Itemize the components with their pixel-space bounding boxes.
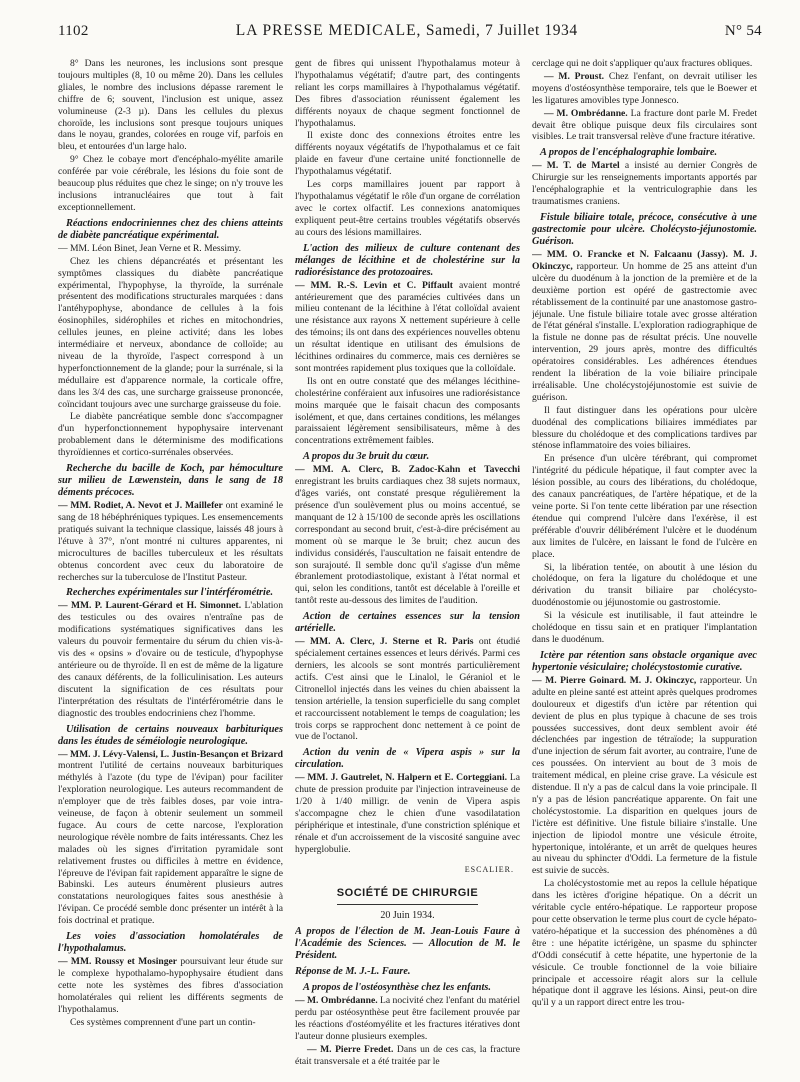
paragraph: ont examiné le sang de 18 hébéphréniques typiques. Les ensemencements pratiqués suivant la technique classique, laissés 48 jours à l'étuve à 37°, n'ont montré ni cultures apparentes, ni microcultures de bacilles tuberculeux et les résultats obtenus concordent avec ceux du laboratoire de recherches sur la tuberculose de l'Institut Pasteur.	[58, 500, 283, 583]
article-authors	[58, 956, 283, 1016]
article-title: Action du venin de « Vipera aspis » sur la circulation.	[295, 747, 520, 771]
article-heading	[295, 747, 520, 771]
paragraph: 8° Dans les neurones, les inclusions sont presque toujours multiples (8, 10 ou même 20). Dans les cellules gliales, le nombre des inclusions dépasse rarement le chiffre de 6; souvent, l'inclusion est unique, assez volumineuse (2-3 µ). Dans les cellules du plexus choroïde, les inclusions sont presque toujours uniques dans le noyau, grandes, colorées en rouge vif, parfois en bleu, et entourées d'un large halo.	[58, 58, 283, 153]
authors: — M. T. de Martel	[532, 160, 620, 172]
paragraph: gent de fibres qui unissent l'hypothalamus moteur à l'hypothalamus végétatif; d'autre part, des contingents reliant les corps mamillaires à l'hypothalamus végétatif. Des fibres d'association réunissent également les différents noyaux de chaque segment fonctionnel de l'hypothalamus.	[295, 58, 520, 129]
page-number: 1102	[58, 23, 89, 39]
article-heading	[58, 931, 283, 955]
paragraph: Si, la libération tentée, on aboutit à une lésion du cholédoque, on fera la ligature du cholédoque et une dérivation du transit biliaire par cholécysto-duodénostomie ou jéjunostomie ou gastrostomie.	[532, 561, 757, 609]
text-columns	[58, 58, 762, 1078]
article-title: Les voies d'association homolatérales de l'hypothalamus.	[58, 931, 283, 955]
article-title: A propos du 3e bruit du cœur.	[303, 451, 430, 463]
paragraph: Les corps mamillaires jouent par rapport à l'hypothalamus végétatif le rôle d'un organe de corrélation avec le cortex olfactif. Les connexions anatomiques expliquent peut-être certains troubles végétatifs observés au cours des lésions mamillaires.	[295, 179, 520, 238]
authors: — M. Pierre Goinard. M. J. Okinczyc,	[532, 674, 697, 686]
article-title: Recherche du bacille de Koch, par hémoculture sur milieu de Lœwenstein, dans le sang de 18 déments précoces.	[58, 463, 283, 499]
article-title: Réponse de M. J.-L. Faure.	[295, 966, 411, 978]
authors: — MM. J. Lévy-Valensi, L. Justin-Besançon et Brizard	[58, 748, 283, 760]
article-authors	[58, 600, 283, 719]
authors: — MM. Rodiet, A. Nevot et J. Maillefer	[58, 500, 223, 512]
authors: — MM. O. Francke et N. Falcaanu (Jassy). M. J. Okinczyc,	[532, 248, 757, 272]
paragraph: Chez les chiens dépancréatés et présentant les symptômes classiques du diabète pancréatique expérimental, l'hypophyse, la thyroïde, la surrénale présentent des modifications structurales marquées : dans l'antéhypophyse, abondance de cellules à la fois éosinophiles, sidérophiles et riches en mitochondries, cellules jeunes, en pleine activité; dans les lobes intermédiaire et nerveux, abondance de colloïde; au niveau de la thyroïde, l'aspect correspond à un hyperfonctionnement de la glande; pour la surrénale, si la médullaire est d'apparence normale, la corticale offre, dans les 3/4 des cas, une surcharge graisseuse prononcée, coïncidant toujours avec une surcharge graisseuse du foie.	[58, 255, 283, 410]
issue-date: Samedi, 7 Juillet 1934	[425, 22, 578, 39]
authors: — MM. A. Clerc, B. Zadoc-Kahn et Tavecchi	[295, 464, 520, 476]
paragraph: En présence d'un ulcère térébrant, qui compromet l'intégrité du pédicule hépatique, il faut compter avec la lésion possible, au cours des libérations, du cholédoque, des canaux pancréatiques, de l'artère hépatique, et de la veine porte. Si l'on tente cette libération par une résection étendue qui comprend l'ulcère dans l'exérèse, il est préférable d'ouvrir délibérément l'ulcère et le duodénum aux limites de l'ulcère, en laissant le fond de l'ulcère en place.	[532, 453, 757, 560]
article-title: L'action des milieux de culture contenant des mélanges de lécithine et de cholestérine sur la radiorésistance des protozoaires.	[295, 242, 520, 278]
paragraph: La chute de pression produite par l'injection intraveineuse de 1/20 à 1/40 milligr. de venin de Vipera aspis s'accompagne chez le chien d'une vasodilatation périphérique et intestinale, d'une constriction splénique et rénale et d'un accroissement de la viscosité sanguine avec hyperglobulie.	[295, 772, 520, 855]
article-authors	[295, 636, 520, 743]
issue-number: N° 54	[724, 23, 762, 39]
paragraph: 9° Chez le cobaye mort d'encéphalo-myélite amarile conférée par voie cérébrale, les lésions du foie sont de beaucoup plus réduites que chez le singe; on n'y trouve les inclusions intranucléaires que tout à fait exceptionnellement.	[58, 154, 283, 213]
paragraph	[295, 1044, 520, 1068]
paragraph: Ils ont en outre constaté que des mélanges lécithine-cholestérine conféraient aux infusoires une radiorésistance moins marquée que le faisait chacun des composants isolément, et que, dans certaines conditions, les mélanges paraissaient légèrement sensibilisateurs, même à des concentrations extrêmement faibles.	[295, 375, 520, 447]
authors: — MM. P. Laurent-Gérard et H. Simonnet.	[58, 600, 242, 612]
authors: — MM. J. Gautrelet, N. Halpern et E. Corteggiani.	[295, 772, 508, 784]
paragraph: avaient montré antérieurement que des paramécies cultivées dans un milieu contenant de la lécithine à l'état colloïdal avaient une résistance aux rayons X nettement supérieure à celle des témoins; ils ont dans des expériences nouvelles obtenu un résultat identique en utilisant des émulsions de lécithines ordinaires du commerce, mais ces dernières se sont montrées rapidement plus toxiques que la colloïdale.	[295, 279, 520, 374]
running-title	[236, 22, 578, 40]
page-header	[58, 22, 762, 52]
article-authors	[58, 749, 283, 928]
session-date: 20 Juin 1934.	[380, 910, 435, 922]
signature: ESCALIER.	[464, 864, 514, 874]
paragraph: Ces systèmes comprennent d'une part un contin-	[70, 1016, 256, 1028]
paragraph: a insisté au dernier Congrès de Chirurgie sur les renseignements importants apportés par l'encéphalographie et la ventriculographie dans les traumatismes craniens.	[532, 160, 757, 208]
article-heading	[58, 218, 283, 242]
paragraph: Il faut distinguer dans les opérations pour ulcère duodénal des complications biliaires immédiates par blessure du cholédoque et des complications tardives par sténose inflammatoire des voies biliaires.	[532, 404, 757, 452]
authors: — M. Pierre Fredet.	[307, 1044, 394, 1055]
article-title: A propos de l'encéphalographie lombaire.	[540, 147, 718, 159]
article-authors	[295, 464, 520, 607]
paragraph: montrent l'utilité de certains nouveaux barbituriques méthylés à l'azote (du type de l'évipan) pour faciliter l'exploration neurologique. Les auteurs recommandent de n'employer que de très faibles doses, par voie intra-veineuse, de façon à obtenir seulement un sommeil fugace. Au cours de cette narcose, l'exploration neurologique révèle nombre de faits intéressants. Chez les malades où les signes d'irritation pyramidale sont relativement frustes ou difficiles à mettre en évidence, l'épreuve de l'évipan fait rapidement apparaître le signe de Babinski. Les auteurs énumèrent plusieurs autres constatations neurologiques faites sous anesthésie à l'évipan. Ce procédé semble donc présenter un intérêt à la fois doctrinal et pratique.	[58, 760, 283, 927]
article-authors	[295, 772, 520, 855]
paragraph	[532, 71, 757, 107]
paragraph: rapporteur. Un adulte en pleine santé est atteint après quelques prodromes douloureux et digestifs d'un ictère par rétention qui devient de plus en plus typique à chacune de ses trois poussées successives, dont deux semblent avoir été déclenchées par ingestion de tétraïode; la suppuration d'une injection de sérum fait avorter, au contraire, l'une de ces poussées. On intervient au bout de 3 mois de traitement médical, en pleine crise grave. La vésicule est distendue. Il n'y a pas de calcul dans la voie principale. Il n'y a pas de lésion pancréatique apparente. On fait une cholécystostomie. La disparition en quelques jours de l'ictère est définitive. Une fistule biliaire s'installe. Une injection de lipiodol montre une vésicule étroite, hypertonique, intolérante, et un arrêt de quelques heures au niveau du sphincter d'Oddi. La fermeture de la fistule est suivie de succès.	[532, 674, 757, 877]
article-title: Réactions endocriniennes chez des chiens atteints de diabète pancréatique expérimental.	[58, 217, 283, 241]
authors: — MM. A. Clerc, J. Sterne et R. Paris	[295, 636, 474, 648]
article-heading	[295, 243, 520, 279]
column-left	[58, 58, 283, 1078]
authors: — M. Ombrédanne.	[295, 995, 378, 1007]
article-authors	[58, 500, 283, 583]
article-heading	[58, 724, 283, 748]
authors: — M. Ombrédanne.	[544, 107, 628, 119]
article-authors	[295, 995, 520, 1043]
paragraph-text: Dans un de ces cas, la fracture était transversale et a été traitée par le	[295, 1044, 520, 1067]
society-title: SOCIÉTÉ DE CHIRURGIE	[337, 888, 478, 906]
paragraph: L'ablation des testicules ou des ovaires n'entraîne pas de modifications systématiques significatives dans les valeurs du pouvoir fermentaire du sérum du chien vis-à-vis des « opsins » d'ovaire ou de testicule, d'hypophyse antérieure ou de thyroïde. Il en est de même de la ligature des canaux déférents, de la folliculinisation. Les auteurs discutent la signification de ces résultats pour l'interprétation des résultats de l'intérférométrie dans le diagnostic des troubles endocriniens chez l'homme.	[58, 600, 283, 719]
article-authors	[295, 280, 520, 375]
article-authors	[532, 675, 757, 877]
article-title: Fistule biliaire totale, précoce, consécutive à une gastrectomie pour ulcère. Cholécysto-jéjunostomie. Guérison.	[532, 211, 757, 247]
article-title: A propos de l'ostéosynthèse chez les enfants.	[303, 982, 491, 994]
paragraph: rapporteur. Un homme de 25 ans atteint d'un ulcère du duodénum à la jonction de la première et de la deuxième portion est opéré de gastrectomie avec rétablissement de la continuité par une anastomose gastro-jéjunale. Une fistule biliaire totale avec grosse altération de l'état général s'installe. L'exploration radiographique de la fistule ne donne pas de résultat précis. Une nouvelle intervention, 29 jours après, montre des difficultés opératoires considérables. Les adhérences étendues rendent la libération de la voie biliaire principale irréalisable. Une cholécystojéjunostomie est suivie de guérison.	[532, 260, 757, 403]
article-heading	[532, 650, 757, 674]
article-heading	[532, 212, 757, 248]
paragraph-text: Chez l'enfant, on devrait utiliser les moyens d'ostéosynthèse temporaire, tels que le Boewer et les ligatures amovibles type Jonnesco.	[532, 70, 757, 106]
article-title: Recherches expérimentales sur l'intérférométrie.	[66, 587, 274, 599]
paragraph	[532, 108, 757, 144]
paragraph: La nocivité chez l'enfant du matériel perdu par ostéosynthèse peut être facilement prouvée par les réactions d'ostéomyélite et les fractures itératives dont l'auteur donne plusieurs exemples.	[295, 995, 520, 1043]
authors: — M. Proust.	[544, 70, 605, 82]
authors: — MM. Roussy et Mosinger	[58, 956, 178, 968]
paragraph: Le diabète pancréatique semble donc s'accompagner d'un hyperfonctionnement hypophysaire intervenant probablement dans le déterminisme des modifications thyroïdiennes et cortico-surrénales observées.	[58, 411, 283, 459]
article-heading	[58, 463, 283, 499]
paragraph: cerclage qui ne doit s'appliquer qu'aux fractures obliques.	[532, 58, 753, 69]
article-heading	[295, 611, 520, 635]
article-title: Action de certaines essences sur la tension artérielle.	[295, 611, 520, 635]
society-section	[295, 888, 520, 923]
article-authors	[532, 249, 757, 404]
article-heading	[58, 587, 283, 599]
article-title: Utilisation de certains nouveaux barbituriques dans les études de séméiologie neurologique.	[58, 723, 283, 747]
column-middle	[295, 58, 520, 1078]
paragraph: Il existe donc des connexions étroites entre les différents noyaux végétatifs de l'hypothalamus et ce fait plaide en faveur d'une certaine unité fonctionnelle de l'hypothalamus végétatif.	[295, 130, 520, 178]
column-right	[532, 58, 757, 1078]
journal-title: LA PRESSE MEDICALE,	[235, 22, 422, 39]
authors: — MM. R.-S. Levin et C. Piffault	[295, 279, 453, 291]
paragraph: La cholécystostomie met au repos la cellule hépatique dans les ictères d'origine hépatique. On a décrit un véritable cycle entéro-hépatique. Le rapporteur propose pour cette observation le terme plus court de cycle hépato-vatéro-hépatique et la succession des phénomènes a dû être : une hépatite ictérigène, un spasme du sphincter d'Oddi consécutif à cette hépatite, une hypertonie de la vésicule. Ce trouble fonctionnel de la voie biliaire principale et accessoire réagit alors sur la cellule hépatique dont il aggrave les lésions. Ainsi, peut-on dire qu'il y a un rapport direct entre les trou-	[532, 878, 757, 1009]
article-heading	[295, 982, 520, 994]
article-authors	[532, 160, 757, 208]
paragraph: ont étudié spécialement certaines essences et leurs dérivés. Parmi ces derniers, les alcools se sont montrés particulièrement actifs. C'est ainsi que le Linalol, le Géraniol et le Citronellol injectés dans les veines du chien abaissent la tension artérielle, la tension superficielle du sang complet et raccourcissent notablement le temps de coagulation; les trois corps se rapprochent donc nettement à ce point de vue de l'octanol.	[295, 636, 520, 743]
paragraph: poursuivant leur étude sur le complexe hypothalamo-hypophysaire étudient dans cette note les systèmes des fibres d'association homolatérales qui relient les différents segments de l'hypothalamus.	[58, 956, 283, 1015]
article-title: Ictère par rétention sans obstacle organique avec hypertonie vésiculaire; cholécystostomie curative.	[532, 649, 757, 673]
paragraph-text: La fracture dont parle M. Fredet devait être oblique puisque deux fils circulaires sont visibles. Le trait transversal relève d'une fracture itérative.	[532, 107, 757, 143]
article-heading	[295, 451, 520, 463]
article-title: A propos de l'élection de M. Jean-Louis Faure à l'Académie des Sciences. — Allocution de M. le Président.	[295, 926, 520, 962]
article-heading	[532, 147, 757, 159]
article-authors: — MM. Léon Binet, Jean Verne et R. Messimy.	[58, 242, 242, 254]
paragraph: Si la vésicule est inutilisable, il faut atteindre le cholédoque en tissu sain et en pratiquer l'implantation dans le duodénum.	[532, 610, 757, 645]
paragraph: enregistrant les bruits cardiaques chez 38 sujets normaux, d'âges variés, ont constaté presque régulièrement la présence d'un soulèvement plus ou moins accentué, se manquant de 12 à 15/100 de seconde après les oscillations correspondant au second bruit, c'est-à-dire précisément au moment où se marque le 3e bruit; chez aucun des individus considérés, l'auscultation ne faisait entendre de son surajouté. Il semble donc qu'il s'agisse d'un même ébranlement protodiastolique, existant à l'état normal et qui, selon les conditions, tantôt est décelable à l'oreille et tantôt reste au-dessous des limites de l'audition.	[295, 476, 520, 607]
